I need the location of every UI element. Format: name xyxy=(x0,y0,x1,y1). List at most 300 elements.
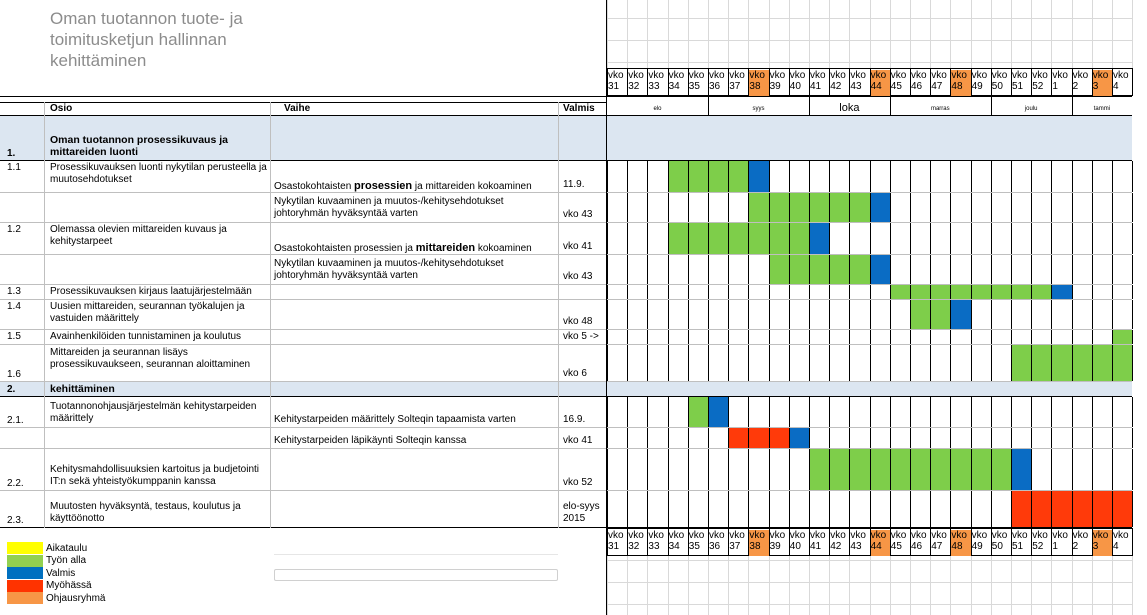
week-divider xyxy=(607,528,608,556)
gantt-gridline xyxy=(890,193,891,222)
grid-line xyxy=(971,0,972,68)
grid-line xyxy=(708,556,709,615)
top-week-51 xyxy=(1011,70,1031,96)
gantt-gridline xyxy=(971,491,972,527)
week-number-label: 1 xyxy=(1052,81,1058,92)
gantt-gridline xyxy=(1112,255,1113,284)
grid-line xyxy=(607,0,608,68)
gantt-bar-in-progress xyxy=(991,449,1012,490)
gantt-gridline xyxy=(910,255,911,284)
week-divider xyxy=(991,68,992,96)
top-week-44 xyxy=(870,70,890,96)
gantt-gridline xyxy=(849,193,850,222)
grid-line xyxy=(728,556,729,615)
legend-swatch xyxy=(7,555,43,567)
week-divider xyxy=(1112,68,1113,96)
gantt-gridline xyxy=(688,345,689,381)
gantt-bar-in-progress xyxy=(809,255,830,284)
gantt-gridline xyxy=(1132,449,1133,490)
gantt-gridline xyxy=(950,397,951,427)
gantt-gridline xyxy=(769,193,770,222)
gantt-bar-in-progress xyxy=(708,161,729,192)
week-divider xyxy=(829,528,830,556)
gantt-gridline xyxy=(708,330,709,344)
gantt-gridline xyxy=(930,193,931,222)
week-divider xyxy=(829,68,830,96)
week-prefix-label: vko xyxy=(709,530,725,541)
gantt-gridline xyxy=(849,330,850,344)
gantt-gridline xyxy=(809,345,810,381)
column-divider xyxy=(606,0,607,615)
gantt-gridline xyxy=(789,449,790,490)
week-divider xyxy=(1051,68,1052,96)
grid-line xyxy=(1031,556,1032,615)
empty-cell-outline xyxy=(274,569,558,581)
gantt-gridline xyxy=(971,300,972,329)
week-divider xyxy=(627,528,628,556)
week-number-label: 41 xyxy=(810,81,822,92)
row-separator xyxy=(0,254,1132,255)
gantt-gridline xyxy=(971,330,972,344)
gantt-gridline xyxy=(728,428,729,448)
gantt-gridline xyxy=(1072,397,1073,427)
bottom-week-39 xyxy=(769,530,789,556)
gantt-gridline xyxy=(688,223,689,254)
week-prefix-label: vko xyxy=(1032,70,1048,81)
week-number-label: 44 xyxy=(870,81,882,92)
gantt-bar-in-progress xyxy=(890,285,911,299)
week-prefix-label: vko xyxy=(1092,530,1109,541)
vaihe-text: Osastokohtaisten prosessien ja xyxy=(274,243,416,254)
gantt-bar-late xyxy=(1011,491,1032,527)
gantt-gridline xyxy=(708,300,709,329)
gantt-gridline xyxy=(748,193,749,222)
gantt-gridline xyxy=(890,345,891,381)
top-week-1 xyxy=(1051,70,1071,96)
week-prefix-label: vko xyxy=(628,70,644,81)
grid-line xyxy=(769,0,770,68)
week-divider xyxy=(950,528,951,556)
gantt-gridline xyxy=(930,345,931,381)
week-divider xyxy=(930,528,931,556)
grid-line xyxy=(647,0,648,68)
task-vaihe: Kehitystarpeiden määrittely Solteqin tapaamista varten xyxy=(274,414,516,425)
week-divider xyxy=(1011,528,1012,556)
gantt-gridline xyxy=(647,193,648,222)
gantt-gridline xyxy=(950,193,951,222)
gantt-gridline xyxy=(627,330,628,344)
gantt-gridline xyxy=(1092,161,1093,192)
week-divider xyxy=(748,528,749,556)
gantt-gridline xyxy=(1132,428,1133,448)
gantt-gridline xyxy=(870,491,871,527)
week-prefix-label: vko xyxy=(729,530,745,541)
week-number-label: 34 xyxy=(668,541,680,552)
gantt-gridline xyxy=(1132,223,1133,254)
gantt-gridline xyxy=(991,255,992,284)
week-prefix-label: vko xyxy=(850,70,866,81)
gantt-bar-in-progress xyxy=(1072,345,1093,381)
task-valmis: vko 48 xyxy=(563,316,593,327)
row-number: 1. xyxy=(7,148,16,159)
gantt-bar-done xyxy=(870,255,891,284)
gantt-bar-in-progress xyxy=(789,223,810,254)
gantt-gridline xyxy=(870,223,871,254)
gantt-gridline xyxy=(991,330,992,344)
gantt-gridline xyxy=(870,300,871,329)
legend-swatch xyxy=(7,542,43,554)
gantt-gridline xyxy=(849,428,850,448)
section-title: kehittäminen xyxy=(50,383,115,395)
gantt-bar-done xyxy=(1051,285,1072,299)
vaihe-bold-text: mittareiden xyxy=(415,242,476,254)
column-divider xyxy=(270,102,271,528)
top-week-50 xyxy=(991,70,1011,96)
gantt-gridline xyxy=(890,300,891,329)
gantt-gridline xyxy=(627,300,628,329)
page-title: Oman tuotannon tuote- ja toimitusketjun hallinnan kehittäminen xyxy=(50,9,243,70)
task-vaihe: Nykytilan kuvaaminen ja muutos-/kehitysehdotukset johtoryhmän hyväksyntää varten xyxy=(274,258,504,281)
grid-line xyxy=(1092,556,1093,615)
gantt-gridline xyxy=(870,449,871,490)
week-prefix-label: vko xyxy=(1072,530,1089,541)
gantt-bar-in-progress xyxy=(829,449,850,490)
gantt-bar-in-progress xyxy=(688,223,709,254)
gantt-gridline xyxy=(647,300,648,329)
gantt-gridline xyxy=(789,397,790,427)
grid-line xyxy=(1072,556,1073,615)
grid-line xyxy=(607,604,1132,605)
gantt-gridline xyxy=(849,449,850,490)
bottom-week-48 xyxy=(950,530,970,556)
grid-line xyxy=(688,0,689,68)
gantt-gridline xyxy=(849,345,850,381)
week-prefix-label: vko xyxy=(769,70,786,81)
top-week-3 xyxy=(1092,70,1112,96)
gantt-gridline xyxy=(748,255,749,284)
gantt-bar-in-progress xyxy=(748,193,769,222)
week-number-label: 40 xyxy=(789,541,801,552)
grid-line xyxy=(607,40,1132,41)
gantt-gridline xyxy=(708,193,709,222)
week-number-label: 3 xyxy=(1092,81,1099,92)
gantt-gridline xyxy=(930,161,931,192)
gantt-gridline xyxy=(870,397,871,427)
gantt-gridline xyxy=(1092,428,1093,448)
gantt-gridline xyxy=(769,255,770,284)
legend-label: Myöhässä xyxy=(46,580,92,591)
grid-line xyxy=(668,0,669,68)
gantt-bar-done xyxy=(708,397,729,427)
week-prefix-label: vko xyxy=(850,530,866,541)
gantt-gridline xyxy=(1011,300,1012,329)
grid-line xyxy=(728,0,729,68)
gantt-gridline xyxy=(1112,449,1113,490)
week-divider xyxy=(688,528,689,556)
task-valmis: 16.9. xyxy=(563,414,586,425)
gantt-gridline xyxy=(708,255,709,284)
gantt-gridline xyxy=(607,428,608,448)
week-number-label: 32 xyxy=(628,541,640,552)
week-number-label: 2 xyxy=(1072,541,1079,552)
gantt-gridline xyxy=(910,193,911,222)
grid-line xyxy=(789,556,790,615)
week-divider xyxy=(647,68,648,96)
row-number: 1.4 xyxy=(7,301,21,312)
gantt-gridline xyxy=(769,300,770,329)
gantt-gridline xyxy=(829,285,830,299)
gantt-gridline xyxy=(728,223,729,254)
gantt-bar-in-progress xyxy=(849,255,870,284)
gantt-bar-done xyxy=(809,223,830,254)
grid-line xyxy=(910,556,911,615)
grid-line xyxy=(890,0,891,68)
gantt-bar-in-progress xyxy=(748,223,769,254)
gantt-gridline xyxy=(1051,161,1052,192)
gantt-gridline xyxy=(829,491,830,527)
gantt-gridline xyxy=(1092,223,1093,254)
gantt-gridline xyxy=(647,491,648,527)
week-divider xyxy=(991,528,992,556)
week-divider xyxy=(728,528,729,556)
grid-line xyxy=(950,556,951,615)
gantt-gridline xyxy=(870,428,871,448)
week-prefix-label: vko xyxy=(971,70,988,81)
task-valmis: vko 41 xyxy=(563,241,593,252)
gantt-gridline xyxy=(728,285,729,299)
grid-line xyxy=(627,556,628,615)
gantt-bar-in-progress xyxy=(1112,330,1133,344)
week-divider xyxy=(668,528,669,556)
gantt-gridline xyxy=(769,161,770,192)
week-divider xyxy=(708,68,709,96)
empty-cell-outline xyxy=(274,554,558,555)
top-week-42 xyxy=(829,70,849,96)
gantt-gridline xyxy=(890,223,891,254)
gantt-gridline xyxy=(607,491,608,527)
gantt-gridline xyxy=(971,428,972,448)
gantt-gridline xyxy=(1011,428,1012,448)
gantt-bar-in-progress xyxy=(1011,285,1032,299)
week-number-label: 37 xyxy=(729,541,741,552)
gantt-gridline xyxy=(789,223,790,254)
bottom-week-50 xyxy=(991,530,1011,556)
row-number: 1.2 xyxy=(7,224,21,235)
week-divider xyxy=(728,68,729,96)
gantt-gridline xyxy=(728,449,729,490)
top-week-48 xyxy=(950,70,970,96)
gantt-gridline xyxy=(991,428,992,448)
bottom-week-51 xyxy=(1011,530,1031,556)
gantt-gridline xyxy=(1112,223,1113,254)
task-osio: Mittareiden ja seurannan lisäys prosessikuvaukseen, seurannan aloittaminen xyxy=(50,347,251,370)
gantt-gridline xyxy=(809,330,810,344)
grid-line xyxy=(627,0,628,68)
gantt-gridline xyxy=(769,397,770,427)
month-label-loka: loka xyxy=(839,102,860,114)
gantt-gridline xyxy=(950,161,951,192)
week-prefix-label: vko xyxy=(648,70,664,81)
legend-label: Työn alla xyxy=(46,555,87,566)
task-osio: Muutosten hyväksyntä, testaus, koulutus ja käyttöönotto xyxy=(50,501,241,524)
week-divider xyxy=(950,68,951,96)
grid-line xyxy=(849,556,850,615)
row-separator xyxy=(0,396,1132,397)
gantt-bar-in-progress xyxy=(1031,285,1052,299)
top-week-35 xyxy=(688,70,708,96)
gantt-gridline xyxy=(971,345,972,381)
gantt-gridline xyxy=(1092,193,1093,222)
week-prefix-label: vko xyxy=(1012,70,1028,81)
gantt-gridline xyxy=(991,223,992,254)
week-prefix-label: vko xyxy=(931,530,947,541)
gantt-gridline xyxy=(748,161,749,192)
month-label-marras: marras xyxy=(930,106,950,112)
gantt-gridline xyxy=(849,255,850,284)
week-prefix-label: vko xyxy=(688,70,705,81)
gantt-gridline xyxy=(991,491,992,527)
gantt-gridline xyxy=(627,285,628,299)
top-week-37 xyxy=(728,70,748,96)
week-number-label: 51 xyxy=(1012,541,1024,552)
grid-line xyxy=(1011,0,1012,68)
week-divider xyxy=(708,528,709,556)
column-divider xyxy=(558,102,559,528)
gantt-gridline xyxy=(971,223,972,254)
gantt-gridline xyxy=(890,255,891,284)
gantt-gridline xyxy=(809,491,810,527)
gantt-gridline xyxy=(1072,345,1073,381)
gantt-gridline xyxy=(809,300,810,329)
gantt-gridline xyxy=(971,161,972,192)
top-week-34 xyxy=(668,70,688,96)
week-prefix-label: vko xyxy=(749,70,765,81)
week-number-label: 38 xyxy=(749,541,761,552)
gantt-gridline xyxy=(1051,223,1052,254)
grid-line xyxy=(930,0,931,68)
gantt-gridline xyxy=(688,330,689,344)
gantt-gridline xyxy=(991,193,992,222)
week-divider xyxy=(1011,68,1012,96)
gantt-gridline xyxy=(748,345,749,381)
week-prefix-label: vko xyxy=(789,70,806,81)
gantt-gridline xyxy=(1031,161,1032,192)
week-number-label: 35 xyxy=(688,81,700,92)
grid-line xyxy=(991,556,992,615)
task-vaihe: Nykytilan kuvaaminen ja muutos-/kehitysehdotukset johtoryhmän hyväksyntää varten xyxy=(274,196,504,219)
bottom-week-49 xyxy=(971,530,991,556)
week-divider xyxy=(627,68,628,96)
row-separator xyxy=(0,192,1132,193)
gantt-gridline xyxy=(910,397,911,427)
gantt-gridline xyxy=(607,449,608,490)
gantt-gridline xyxy=(627,223,628,254)
gantt-gridline xyxy=(1031,255,1032,284)
valmis-column-header: Valmis xyxy=(563,103,595,114)
gantt-gridline xyxy=(1051,449,1052,490)
gantt-bar-in-progress xyxy=(789,193,810,222)
week-number-label: 50 xyxy=(991,541,1003,552)
bottom-week-41 xyxy=(809,530,829,556)
week-number-label: 39 xyxy=(769,81,781,92)
gantt-gridline xyxy=(627,491,628,527)
gantt-gridline xyxy=(769,223,770,254)
gantt-gridline xyxy=(1092,449,1093,490)
task-osio: Kehitysmahdollisuuksien kartoitus ja budjetointi IT:n sekä yhteistyökumppanin kanssa xyxy=(50,464,260,487)
gantt-gridline xyxy=(809,285,810,299)
gantt-bar-late xyxy=(1112,491,1133,527)
gantt-bar-in-progress xyxy=(991,285,1012,299)
gantt-gridline xyxy=(688,161,689,192)
gantt-gridline xyxy=(829,223,830,254)
row-number: 2.2. xyxy=(7,478,24,489)
task-valmis: vko 41 xyxy=(563,435,593,446)
gantt-bar-in-progress xyxy=(708,223,729,254)
week-number-label: 32 xyxy=(628,81,640,92)
week-prefix-label: vko xyxy=(991,530,1008,541)
week-divider xyxy=(1132,528,1133,556)
week-prefix-label: vko xyxy=(1012,530,1028,541)
gantt-gridline xyxy=(688,491,689,527)
gantt-bar-in-progress xyxy=(971,449,992,490)
legend-label: Ohjausryhmä xyxy=(46,592,106,604)
gantt-gridline xyxy=(688,285,689,299)
week-number-label: 51 xyxy=(1012,81,1024,92)
month-label-syys: syys xyxy=(752,106,765,112)
week-divider xyxy=(748,68,749,96)
week-divider xyxy=(971,68,972,96)
week-number-label: 38 xyxy=(749,81,761,92)
gantt-gridline xyxy=(789,330,790,344)
week-divider xyxy=(1092,68,1093,96)
task-osio: Tuotannonohjausjärjestelmän kehitystarpeiden määrittely xyxy=(50,401,257,424)
gantt-gridline xyxy=(991,285,992,299)
grid-line xyxy=(748,556,749,615)
gantt-gridline xyxy=(1011,397,1012,427)
gantt-gridline xyxy=(668,285,669,299)
gantt-bar-done xyxy=(870,193,891,222)
vaihe-bold-text: prosessien xyxy=(354,180,413,192)
week-prefix-label: vko xyxy=(729,70,745,81)
week-prefix-label: vko xyxy=(1113,530,1129,541)
gantt-gridline xyxy=(950,449,951,490)
gantt-gridline xyxy=(849,161,850,192)
week-number-label: 48 xyxy=(951,541,963,552)
grid-line xyxy=(809,0,810,68)
week-divider xyxy=(1031,68,1032,96)
bottom-week-34 xyxy=(668,530,688,556)
top-week-32 xyxy=(627,70,647,96)
gantt-gridline xyxy=(748,397,749,427)
week-number-label: 47 xyxy=(931,81,943,92)
gantt-bar-late xyxy=(748,428,769,448)
bottom-week-1 xyxy=(1051,530,1071,556)
legend-label: Valmis xyxy=(46,567,76,579)
gantt-gridline xyxy=(627,345,628,381)
task-valmis: vko 43 xyxy=(563,271,593,282)
gantt-gridline xyxy=(1051,397,1052,427)
gantt-gridline xyxy=(890,491,891,527)
grid-line xyxy=(748,0,749,68)
week-prefix-label: vko xyxy=(890,70,907,81)
osio-column-header: Osio xyxy=(50,103,73,114)
gantt-gridline xyxy=(910,345,911,381)
gantt-gridline xyxy=(1092,300,1093,329)
gantt-gridline xyxy=(890,449,891,490)
task-valmis: vko 5 -> xyxy=(563,331,599,342)
gantt-gridline xyxy=(1051,345,1052,381)
gantt-gridline xyxy=(668,397,669,427)
